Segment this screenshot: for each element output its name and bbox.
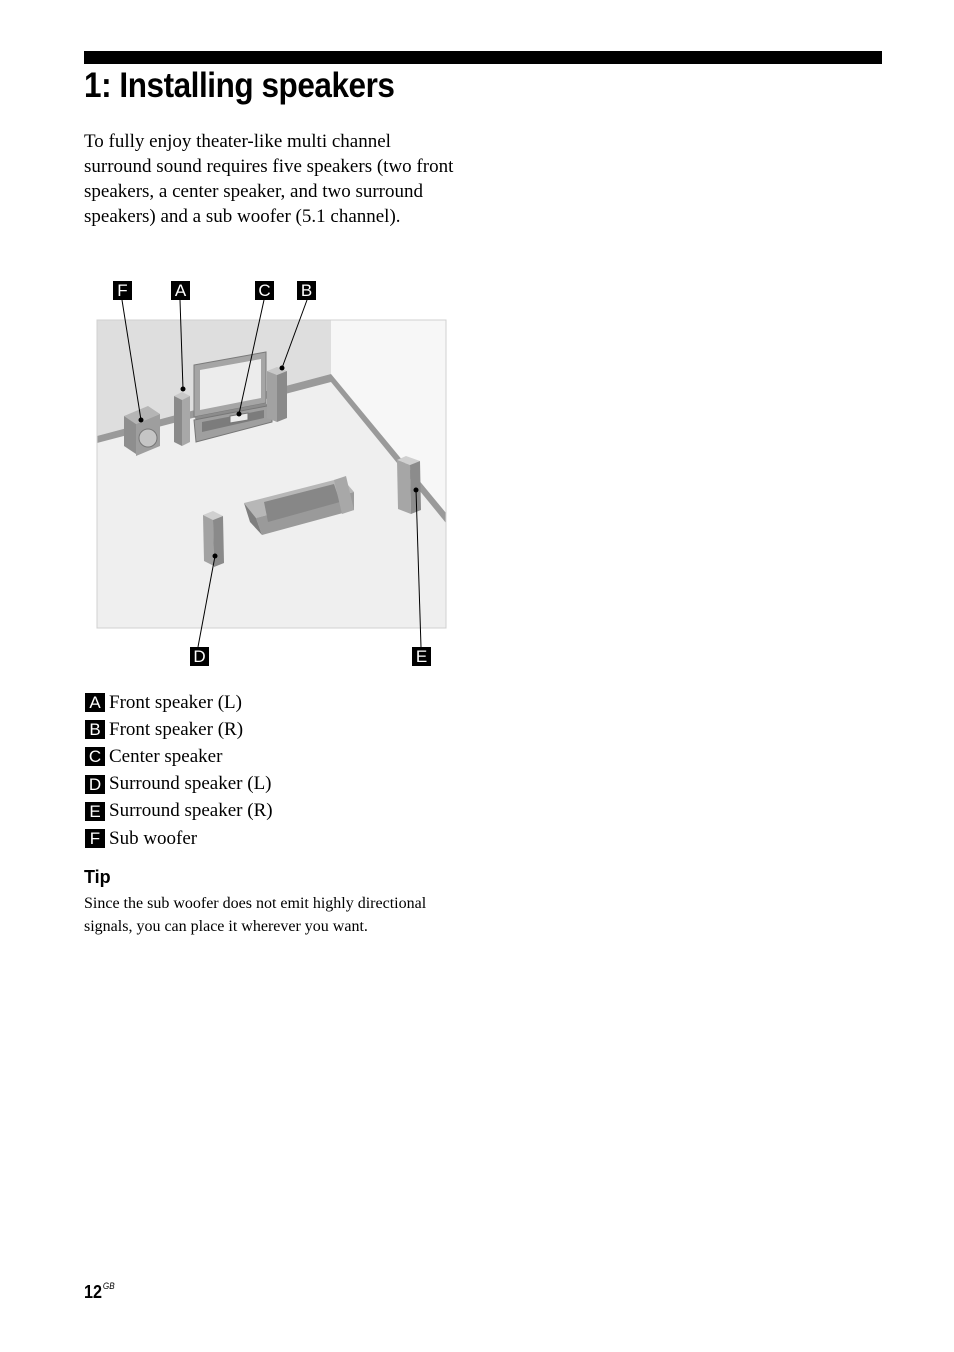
legend-text: Surround speaker (L)	[109, 773, 272, 795]
legend-key-d: D	[85, 775, 105, 794]
legend-key-a: A	[85, 693, 105, 712]
surround-speaker-right-shape	[397, 456, 421, 514]
figure-label-b: B	[297, 281, 316, 300]
legend-text: Front speaker (R)	[109, 718, 244, 740]
legend-key-b: B	[85, 720, 105, 739]
front-speaker-left-shape	[174, 387, 190, 447]
legend-key-c: C	[85, 747, 105, 766]
page-number-value: 12	[84, 1282, 103, 1302]
legend-item	[85, 689, 273, 716]
surround-speaker-left-shape	[203, 511, 224, 567]
header-rule	[84, 51, 882, 64]
figure-label-d: D	[190, 647, 209, 666]
tip-heading: Tip	[84, 867, 111, 887]
page-number	[84, 1281, 115, 1303]
page-number-suffix: GB	[102, 1281, 115, 1291]
tip-text: Since the sub woofer does not emit highly directional signals, you can place it wherever you want.	[84, 895, 427, 935]
legend-text: Sub woofer	[109, 827, 198, 849]
legend-item	[85, 716, 273, 743]
legend-text: Front speaker (L)	[109, 691, 242, 713]
legend-item	[85, 771, 273, 798]
legend-item	[85, 825, 273, 852]
legend-key-e: E	[85, 802, 105, 821]
figure-label-c: C	[255, 281, 274, 300]
figure-label-a: A	[171, 281, 190, 300]
figure-label-f: F	[113, 281, 132, 300]
front-speaker-right-shape	[267, 366, 287, 423]
figure-label-e: E	[412, 647, 431, 666]
legend-item	[85, 743, 273, 770]
legend-item	[85, 798, 273, 825]
legend-text: Surround speaker (R)	[109, 800, 273, 822]
intro-paragraph: To fully enjoy theater-like multi channel surround sound requires five speakers (two front speakers, a center speaker, and two surround speakers) and a sub woofer (5.1 channel).	[84, 131, 454, 227]
legend-key-f: F	[85, 829, 105, 848]
page-title: 1: Installing speakers	[84, 66, 395, 105]
speaker-placement-illustration	[84, 270, 464, 680]
speaker-legend	[85, 689, 273, 852]
legend-text: Center speaker	[109, 745, 223, 767]
